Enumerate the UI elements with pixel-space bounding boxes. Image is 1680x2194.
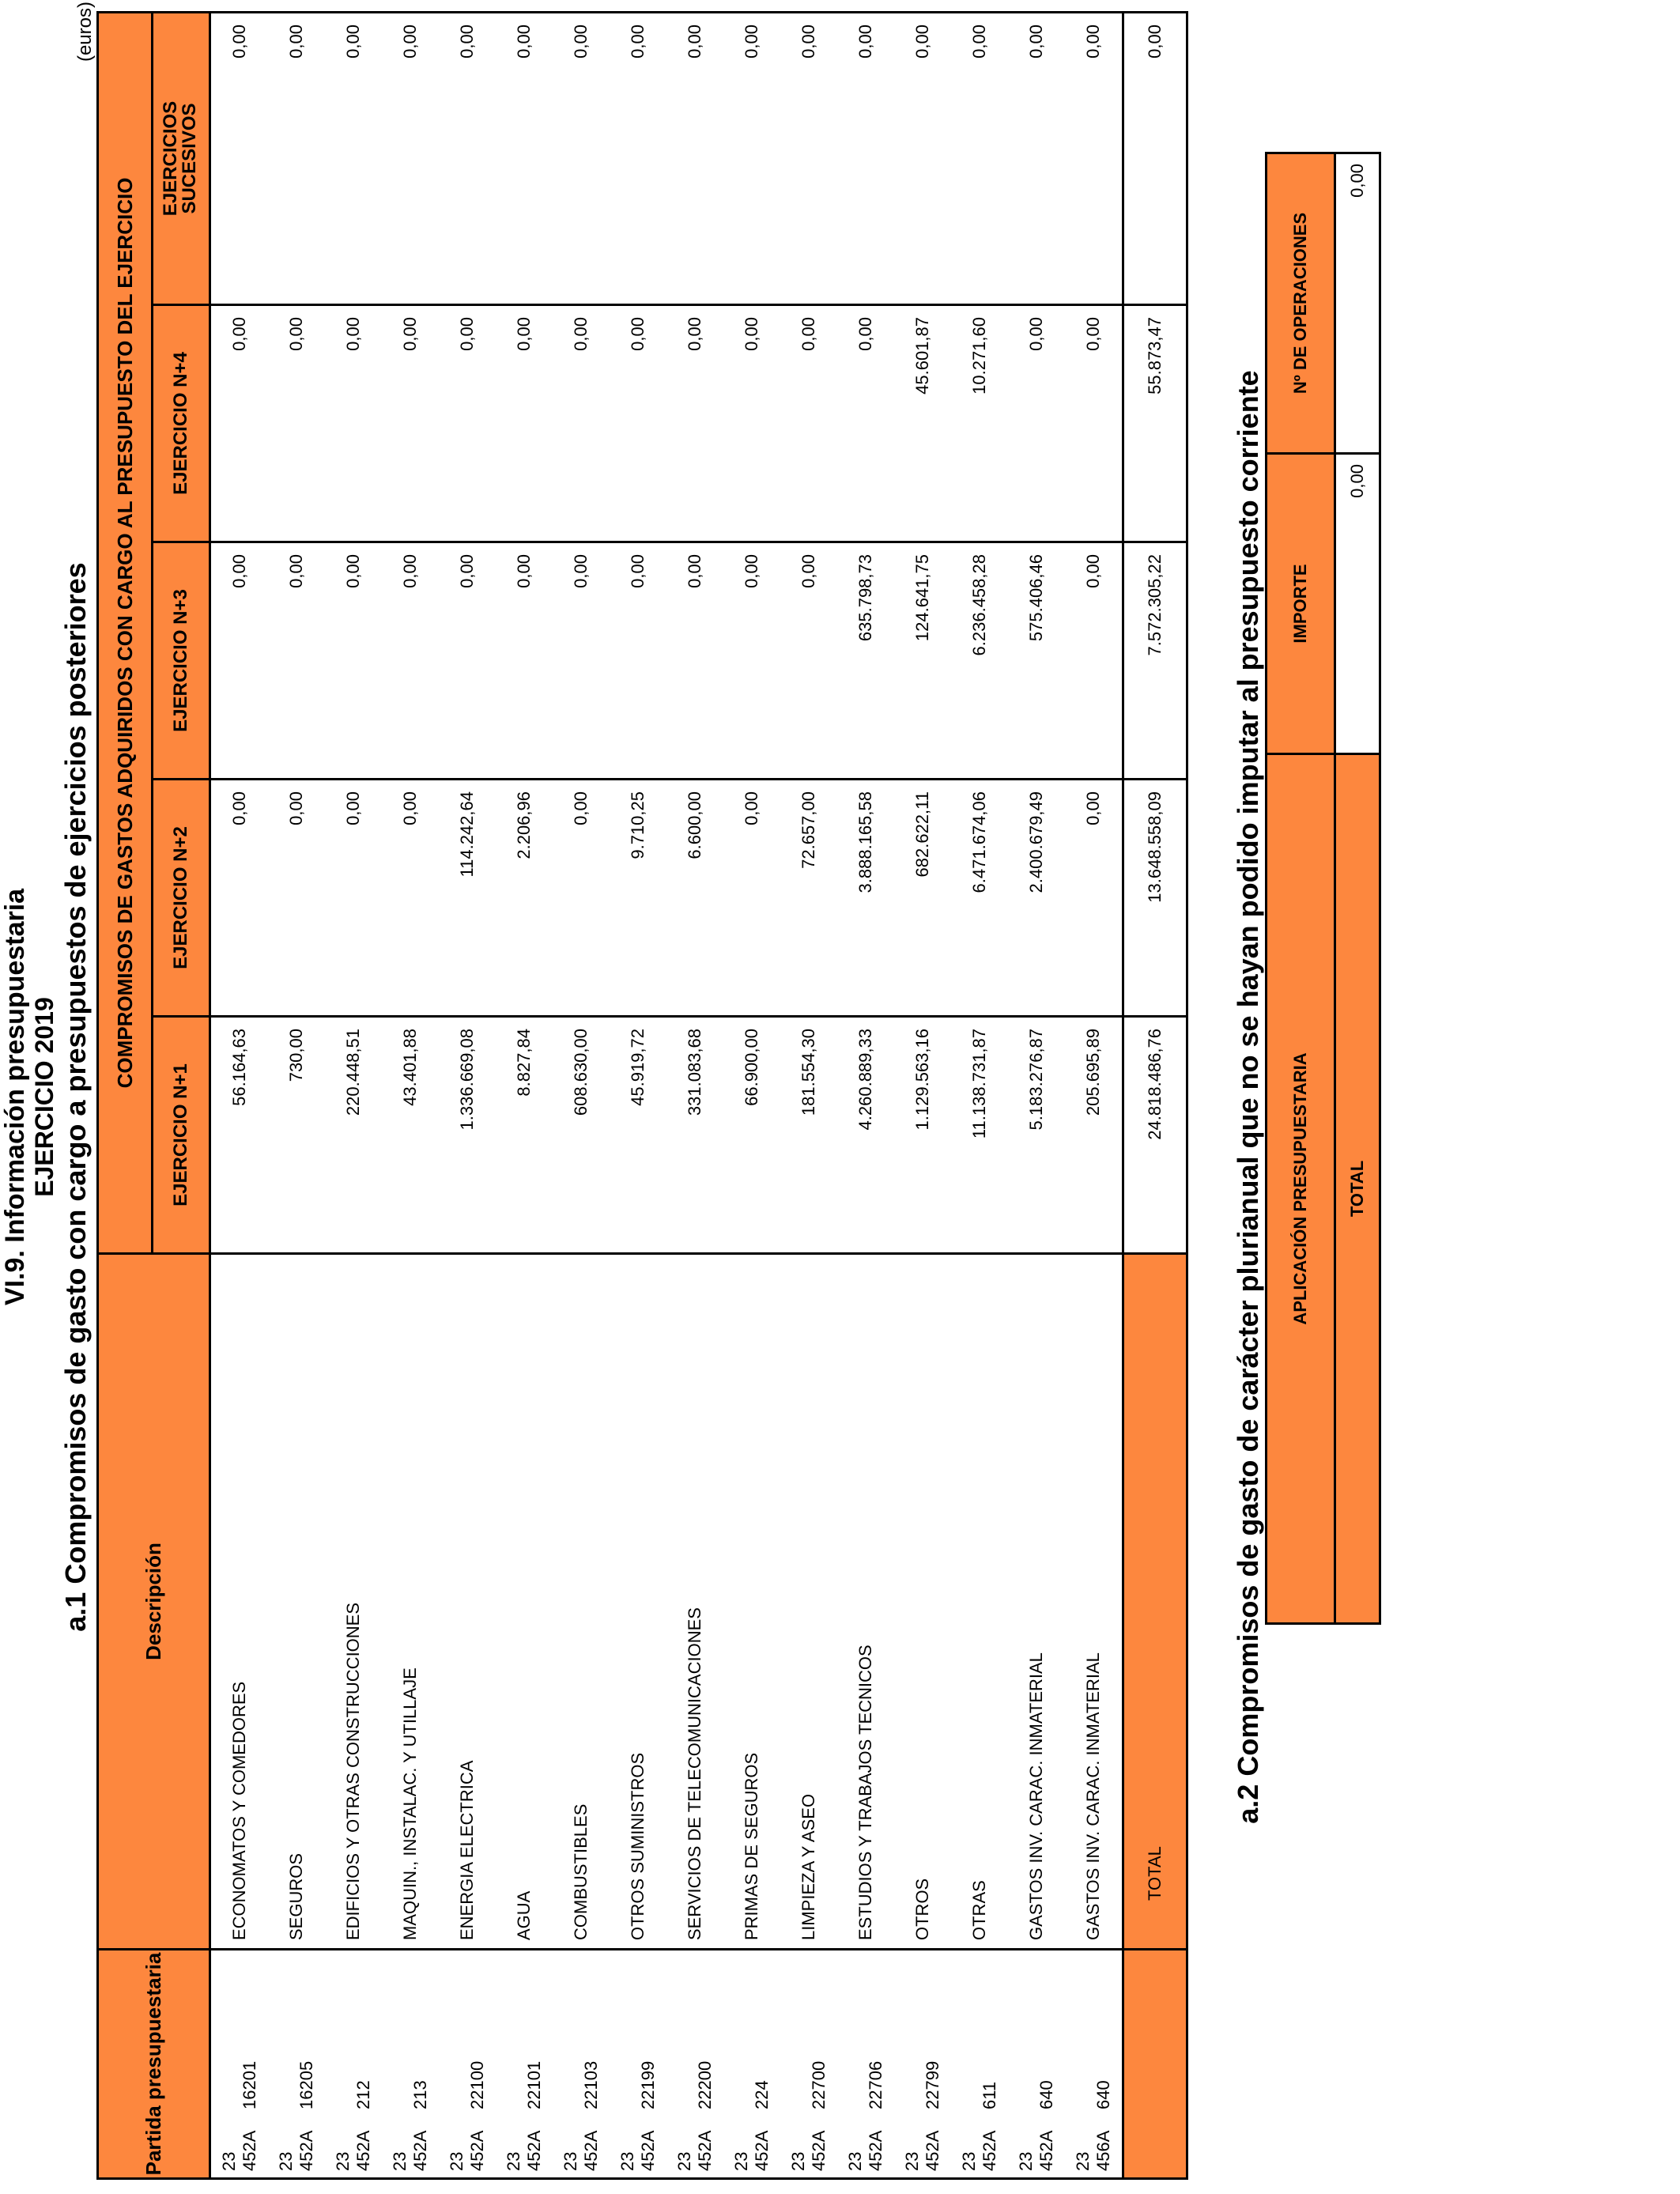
ejercicio-n2: 0,00 [382, 780, 439, 1017]
ejercicio-n3: 0,00 [268, 542, 325, 780]
ejercicio-n2: 0,00 [268, 780, 325, 1017]
ejercicio-n2: 3.888.165,58 [837, 780, 894, 1017]
ejercicio-n2: 114.242,64 [439, 780, 496, 1017]
page-title: VI.9. Información presupuestaria [0, 888, 30, 1306]
partida-cell [553, 1950, 610, 2179]
col-n4: EJERCICIO N+4 [153, 305, 210, 542]
ejercicio-n3: 6.236.458,28 [951, 542, 1008, 780]
a2-total-label: TOTAL [1335, 754, 1380, 1624]
partida-cell [666, 1950, 723, 2179]
partida-cell [837, 1950, 894, 2179]
ejercicio-n1: 8.827,84 [496, 1017, 553, 1254]
partida-cell [496, 1950, 553, 2179]
ejercicios-sucesivos: 0,00 [210, 12, 269, 304]
table-row [951, 12, 1008, 2178]
subconcepto: 22706 [866, 2060, 885, 2109]
ejercicio-n2: 0,00 [553, 780, 610, 1017]
subconcepto: 640 [1093, 2080, 1113, 2109]
subconcepto: 212 [353, 2080, 373, 2109]
subconcepto: 640 [1036, 2080, 1056, 2109]
ejercicio-n1: 43.401,88 [382, 1017, 439, 1254]
subconcepto: 16201 [240, 2060, 259, 2109]
total-n3: 7.572.305,22 [1123, 542, 1187, 780]
ejercicio-n4: 0,00 [723, 305, 780, 542]
partida-cell [780, 1950, 837, 2179]
descripcion: COMBUSTIBLES [553, 1254, 610, 1950]
ejercicio-n3: 0,00 [553, 542, 610, 780]
ejercicio-n1: 1.336.669,08 [439, 1017, 496, 1254]
ejercicio-n1: 608.630,00 [553, 1017, 610, 1254]
section-a1-title: a.1 Compromisos de gasto con cargo a presupuestos de ejercicios posteriores [59, 562, 92, 1632]
a2-total-row [1335, 153, 1380, 1624]
ejercicio-n4: 0,00 [439, 305, 496, 542]
col-n2: EJERCICIO N+2 [153, 780, 210, 1017]
descripcion: MAQUIN., INSTALAC. Y UTILLAJE [382, 1254, 439, 1950]
ejercicio-n1: 4.260.889,33 [837, 1017, 894, 1254]
descripcion: ECONOMATOS Y COMEDORES [210, 1254, 269, 1950]
ejercicio-n4: 0,00 [325, 305, 382, 542]
ejercicio-n3: 575.406,46 [1008, 542, 1065, 780]
ejercicio-n2: 6.471.674,06 [951, 780, 1008, 1017]
total-n1: 24.818.486,76 [1123, 1017, 1187, 1254]
col-sucesivos [153, 12, 210, 304]
ejercicio-n1: 56.164,63 [210, 1017, 269, 1254]
col-aplicacion: APLICACIÓN PRESUPUESTARIA [1267, 754, 1335, 1624]
descripcion: SERVICIOS DE TELECOMUNICACIONES [666, 1254, 723, 1950]
col-importe: IMPORTE [1267, 454, 1335, 754]
programa: 23 452A [617, 2130, 658, 2171]
ejercicio-n3: 0,00 [1065, 542, 1123, 780]
ejercicios-sucesivos: 0,00 [837, 12, 894, 304]
col-descripcion: Descripción [98, 1254, 210, 1950]
ejercicios-sucesivos: 0,00 [439, 12, 496, 304]
ejercicio-n4: 0,00 [780, 305, 837, 542]
ejercicio-n1: 220.448,51 [325, 1017, 382, 1254]
ejercicio-n4: 0,00 [553, 305, 610, 542]
col-operaciones: Nº DE OPERACIONES [1267, 153, 1335, 454]
table-row [1008, 12, 1065, 2178]
descripcion: EDIFICIOS Y OTRAS CONSTRUCCIONES [325, 1254, 382, 1950]
col-n3: EJERCICIO N+3 [153, 542, 210, 780]
subconcepto: 22700 [809, 2060, 829, 2109]
ejercicio-n2: 682.622,11 [894, 780, 951, 1017]
table-row [723, 12, 780, 2178]
table-row [666, 12, 723, 2178]
programa: 23 452A [845, 2130, 885, 2171]
programa: 23 452A [447, 2130, 487, 2171]
subconcepto: 22101 [524, 2060, 544, 2109]
subconcepto: 22100 [467, 2060, 487, 2109]
subconcepto: 22199 [638, 2060, 658, 2109]
ejercicio-n4: 0,00 [1065, 305, 1123, 542]
programa: 23 452A [902, 2130, 942, 2171]
ejercicios-sucesivos: 0,00 [1008, 12, 1065, 304]
ejercicio-n2: 0,00 [210, 780, 269, 1017]
total-row [1123, 12, 1187, 2178]
partida-cell [382, 1950, 439, 2179]
ejercicio-n2: 0,00 [1065, 780, 1123, 1017]
partida-cell [723, 1950, 780, 2179]
fiscal-year: EJERCICIO 2019 [30, 997, 59, 1197]
ejercicio-n3: 0,00 [723, 542, 780, 780]
ejercicio-n1: 45.919,72 [610, 1017, 666, 1254]
ejercicio-n1: 730,00 [268, 1017, 325, 1254]
subconcepto: 213 [410, 2080, 430, 2109]
table-row [894, 12, 951, 2178]
ejercicio-n4: 0,00 [666, 305, 723, 542]
group-header: COMPROMISOS DE GASTOS ADQUIRIDOS CON CARGO AL PRESUPUESTO DEL EJERCICIO [98, 12, 153, 1253]
subconcepto: 22799 [923, 2060, 942, 2109]
ejercicios-sucesivos: 0,00 [268, 12, 325, 304]
total-n4: 55.873,47 [1123, 305, 1187, 542]
partida-cell [1008, 1950, 1065, 2179]
ejercicio-n4: 0,00 [837, 305, 894, 542]
ejercicio-n2: 72.657,00 [780, 780, 837, 1017]
descripcion: GASTOS INV. CARAC. INMATERIAL [1065, 1254, 1123, 1950]
descripcion: SEGUROS [268, 1254, 325, 1950]
col-n1: EJERCICIO N+1 [153, 1017, 210, 1254]
ejercicio-n4: 0,00 [382, 305, 439, 542]
descripcion: OTROS [894, 1254, 951, 1950]
descripcion: PRIMAS DE SEGUROS [723, 1254, 780, 1950]
ejercicio-n4: 45.601,87 [894, 305, 951, 542]
ejercicio-n1: 5.183.276,87 [1008, 1017, 1065, 1254]
col-sucesivos-line1: EJERCICIOS [160, 100, 181, 217]
table-row [1065, 12, 1123, 2178]
ejercicio-n3: 0,00 [610, 542, 666, 780]
descripcion: OTRAS [951, 1254, 1008, 1950]
ejercicio-n4: 0,00 [610, 305, 666, 542]
partida-cell [951, 1950, 1008, 2179]
ejercicio-n1: 1.129.563,16 [894, 1017, 951, 1254]
col-sucesivos-line2: SUCESIVOS [179, 103, 200, 214]
ejercicios-sucesivos: 0,00 [496, 12, 553, 304]
ejercicios-sucesivos: 0,00 [894, 12, 951, 304]
descripcion: AGUA [496, 1254, 553, 1950]
descripcion: ENERGIA ELECTRICA [439, 1254, 496, 1950]
ejercicios-sucesivos: 0,00 [382, 12, 439, 304]
ejercicio-n2: 9.710,25 [610, 780, 666, 1017]
programa: 23 452A [333, 2130, 373, 2171]
descripcion: OTROS SUMINISTROS [610, 1254, 666, 1950]
ejercicio-n2: 6.600,00 [666, 780, 723, 1017]
ejercicio-n1: 181.554,30 [780, 1017, 837, 1254]
programa: 23 452A [959, 2130, 999, 2171]
ejercicio-n2: 2.400.679,49 [1008, 780, 1065, 1017]
subconcepto: 22103 [581, 2060, 601, 2109]
ejercicio-n3: 0,00 [439, 542, 496, 780]
ejercicio-n4: 0,00 [496, 305, 553, 542]
table-row [439, 12, 496, 2178]
ejercicios-sucesivos: 0,00 [610, 12, 666, 304]
total-sucesivos: 0,00 [1123, 12, 1187, 304]
ejercicio-n4: 0,00 [1008, 305, 1065, 542]
table-row [268, 12, 325, 2178]
ejercicios-sucesivos: 0,00 [780, 12, 837, 304]
ejercicio-n1: 205.695,89 [1065, 1017, 1123, 1254]
table-row [780, 12, 837, 2178]
ejercicio-n3: 0,00 [666, 542, 723, 780]
plurianual-table [1265, 152, 1381, 1625]
ejercicio-n2: 0,00 [723, 780, 780, 1017]
total-partida-cell [1123, 1950, 1187, 2179]
ejercicio-n4: 0,00 [268, 305, 325, 542]
programa: 23 452A [219, 2130, 259, 2171]
ejercicio-n1: 11.138.731,87 [951, 1017, 1008, 1254]
programa: 23 452A [731, 2130, 772, 2171]
ejercicio-n3: 0,00 [325, 542, 382, 780]
programa: 23 452A [276, 2130, 316, 2171]
table-row [496, 12, 553, 2178]
ejercicios-sucesivos: 0,00 [553, 12, 610, 304]
units-label: (euros) [74, 2, 96, 62]
partida-cell [1065, 1950, 1123, 2179]
table-row [325, 12, 382, 2178]
table-row [210, 12, 269, 2178]
ejercicio-n1: 66.900,00 [723, 1017, 780, 1254]
subconcepto: 611 [980, 2081, 999, 2109]
ejercicio-n3: 0,00 [210, 542, 269, 780]
total-label: TOTAL [1123, 1254, 1187, 1950]
ejercicios-sucesivos: 0,00 [325, 12, 382, 304]
subconcepto: 16205 [296, 2060, 316, 2109]
ejercicio-n2: 2.206,96 [496, 780, 553, 1017]
table-row [382, 12, 439, 2178]
programa: 23 452A [788, 2130, 829, 2171]
ejercicios-sucesivos: 0,00 [723, 12, 780, 304]
a2-total-importe: 0,00 [1335, 454, 1380, 754]
partida-cell [439, 1950, 496, 2179]
a2-total-operaciones: 0,00 [1335, 153, 1380, 454]
subconcepto: 224 [752, 2080, 772, 2109]
ejercicio-n4: 0,00 [210, 305, 269, 542]
ejercicio-n3: 0,00 [780, 542, 837, 780]
programa: 23 452A [561, 2130, 601, 2171]
ejercicios-sucesivos: 0,00 [1065, 12, 1123, 304]
ejercicios-sucesivos: 0,00 [666, 12, 723, 304]
ejercicio-n3: 0,00 [382, 542, 439, 780]
programa: 23 452A [674, 2130, 715, 2171]
table-row [610, 12, 666, 2178]
ejercicio-n3: 124.641,75 [894, 542, 951, 780]
ejercicio-n1: 331.083,68 [666, 1017, 723, 1254]
programa: 23 452A [390, 2130, 430, 2171]
descripcion: LIMPIEZA Y ASEO [780, 1254, 837, 1950]
ejercicio-n3: 635.798,73 [837, 542, 894, 780]
partida-cell [610, 1950, 666, 2179]
section-a2-title: a.2 Compromisos de gasto de carácter plurianual que no se hayan podido imputar al presupuesto corriente [1232, 370, 1264, 1824]
ejercicio-n4: 10.271,60 [951, 305, 1008, 542]
partida-cell [210, 1950, 269, 2179]
programa: 23 456A [1073, 2130, 1113, 2171]
partida-cell [268, 1950, 325, 2179]
descripcion: ESTUDIOS Y TRABAJOS TECNICOS [837, 1254, 894, 1950]
table-row [553, 12, 610, 2178]
col-partida: Partida presupuestaria [98, 1950, 210, 2179]
ejercicio-n2: 0,00 [325, 780, 382, 1017]
ejercicio-n3: 0,00 [496, 542, 553, 780]
descripcion: GASTOS INV. CARAC. INMATERIAL [1008, 1254, 1065, 1950]
commitments-table [96, 11, 1188, 2180]
partida-cell [325, 1950, 382, 2179]
programa: 23 452A [1016, 2130, 1056, 2171]
table-row [837, 12, 894, 2178]
ejercicios-sucesivos: 0,00 [951, 12, 1008, 304]
total-n2: 13.648.558,09 [1123, 780, 1187, 1017]
subconcepto: 22200 [695, 2060, 715, 2109]
programa: 23 452A [504, 2130, 544, 2171]
partida-cell [894, 1950, 951, 2179]
